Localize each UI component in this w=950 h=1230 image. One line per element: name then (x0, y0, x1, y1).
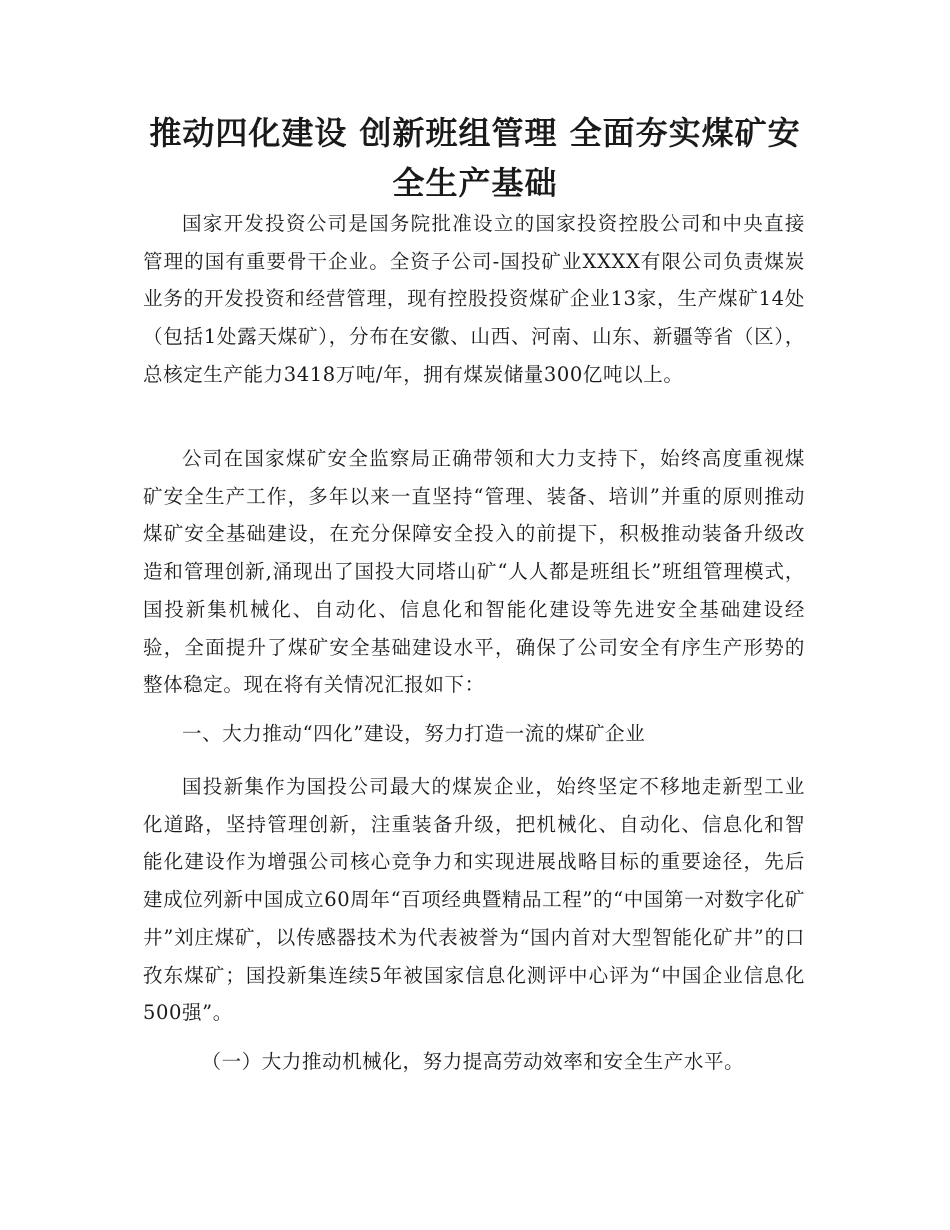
paragraph-company-intro: 国家开发投资公司是国务院批准设立的国家投资控股公司和中央直接管理的国有重要骨干企业。全资子公司-国投矿业XXXX有限公司负责煤炭业务的开发投资和经营管理，现有控股投资煤矿企业13家，生产煤矿14处（包括1处露天煤矿），分布在安徽、山西、河南、山东、新疆等省（区），总核定生产能力3418万吨/年，拥有煤炭储量300亿吨以上。 (143, 212, 805, 386)
subsection-heading-1: （一）大力推动机械化，努力提高劳动效率和安全生产水平。 (201, 1050, 745, 1073)
section-heading-1: 一、大力推动“四化”建设，努力打造一流的煤矿企业 (182, 722, 646, 745)
paragraph-safety-work: 公司在国家煤矿安全监察局正确带领和大力支持下，始终高度重视煤矿安全生产工作，多年以来一直坚持“管理、装备、培训”并重的原则推动煤矿安全基础建设，在充分保障安全投入的前提下，积极推动装备升级改造和管理创新,涌现出了国投大同塔山矿“人人都是班组长”班组管理模式，国投新集机械化、自动化、信息化和智能化建设等先进安全基础建设经验，全面提升了煤矿安全基础建设水平，确保了公司安全有序生产形势的整体稳定。现在将有关情况汇报如下： (143, 447, 805, 697)
paragraph-guotou-xinji: 国投新集作为国投公司最大的煤炭企业，始终坚定不移地走新型工业化道路，坚持管理创新，注重装备升级，把机械化、自动化、信息化和智能化建设作为增强公司核心竞争力和实现进展战略目标的重要途径，先后建成位列新中国成立60周年“百项经典暨精品工程”的“中国第一对数字化矿井”刘庄煤矿，以传感器技术为代表被誉为“国内首对大型智能化矿井”的口孜东煤矿；国投新集连续5年被国家信息化测评中心评为“中国企业信息化500强”。 (143, 775, 805, 1025)
document-title: 推动四化建设 创新班组管理 全面夯实煤矿安全生产基础 (149, 114, 801, 202)
